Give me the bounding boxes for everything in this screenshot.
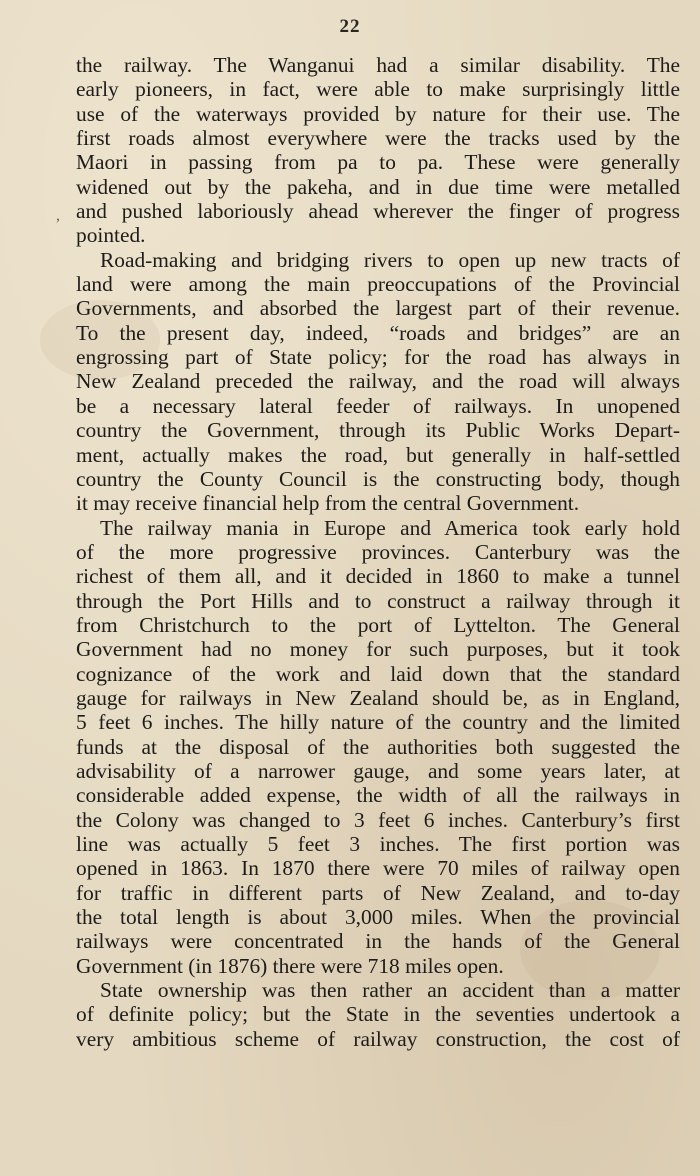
text-line: very ambitious scheme of railway construction, the cost of — [76, 1026, 680, 1051]
text-line: the railway. The Wanganui had a similar disability. The — [76, 53, 680, 77]
text-line: cognizance of the work and laid down that the standard — [76, 661, 680, 686]
margin-mark: , — [56, 207, 60, 224]
text-line: land were among the main preoccupations of the Provincial — [76, 272, 680, 297]
text-line: the total length is about 3,000 miles. When the provincial — [76, 905, 680, 930]
text-line: Road-making and bridging rivers to open up new tracts of — [100, 247, 680, 272]
text-line: widened out by the pakeha, and in due time were metalled — [76, 174, 680, 199]
text-line: engrossing part of State policy; for the road has always in — [76, 345, 680, 370]
text-line: railways were concentrated in the hands of the General — [76, 929, 680, 954]
text-line: country the County Council is the constructing body, though — [76, 466, 680, 491]
text-line: for traffic in different parts of New Zealand, and to-day — [76, 880, 680, 905]
text-line: opened in 1863. In 1870 there were 70 miles of railway open — [76, 856, 680, 881]
text-line: advisability of a narrower gauge, and some years later, at — [76, 758, 680, 783]
text-line: line was actually 5 feet 3 inches. The first portion was — [76, 832, 680, 856]
text-line: be a necessary lateral feeder of railways. In unopened — [76, 393, 680, 418]
body-text — [76, 53, 680, 1051]
text-line: considerable added expense, the width of all the railways in — [76, 783, 680, 808]
text-line: first roads almost everywhere were the tracks used by the — [76, 126, 680, 151]
text-line: gauge for railways in New Zealand should be, as in England, — [76, 685, 680, 710]
text-line: through the Port Hills and to construct a railway through it — [76, 588, 680, 613]
text-line: pointed. — [76, 223, 146, 248]
text-line: it may receive financial help from the central Government. — [76, 491, 580, 516]
text-line: Government had no money for such purposes, but it took — [76, 637, 680, 662]
text-line: funds at the disposal of the authorities both suggested the — [76, 734, 680, 759]
text-line: of definite policy; but the State in the seventies undertook a — [76, 1002, 680, 1027]
text-line: use of the waterways provided by nature for their use. The — [76, 101, 680, 126]
text-line: ment, actually makes the road, but generally in half-settled — [76, 442, 680, 467]
text-line: country the Government, through its Public Works Depart- — [76, 418, 680, 443]
text-line: from Christchurch to the port of Lyttelton. The General — [76, 612, 680, 637]
page-number: 22 — [339, 16, 361, 37]
text-line: To the present day, indeed, “roads and bridges” are an — [76, 320, 680, 345]
text-line: 5 feet 6 inches. The hilly nature of the country and the limited — [76, 710, 680, 735]
text-line: State ownership was then rather an accident than a matter — [100, 978, 680, 1003]
text-line: Maori in passing from pa to pa. These were generally — [76, 150, 680, 175]
text-line: richest of them all, and it decided in 1860 to make a tunnel — [76, 564, 680, 589]
text-line: early pioneers, in fact, were able to make surprisingly little — [76, 77, 680, 102]
text-line: Governments, and absorbed the largest part of their revenue. — [76, 296, 680, 321]
text-line: Government (in 1876) there were 718 miles open. — [76, 953, 504, 978]
text-line: New Zealand preceded the railway, and the road will always — [76, 369, 680, 394]
text-line: and pushed laboriously ahead wherever the finger of progress — [76, 199, 680, 224]
text-line: the Colony was changed to 3 feet 6 inches. Canterbury’s first — [76, 807, 680, 832]
text-line: The railway mania in Europe and America took early hold — [100, 515, 680, 540]
text-line: of the more progressive provinces. Canterbury was the — [76, 539, 680, 564]
